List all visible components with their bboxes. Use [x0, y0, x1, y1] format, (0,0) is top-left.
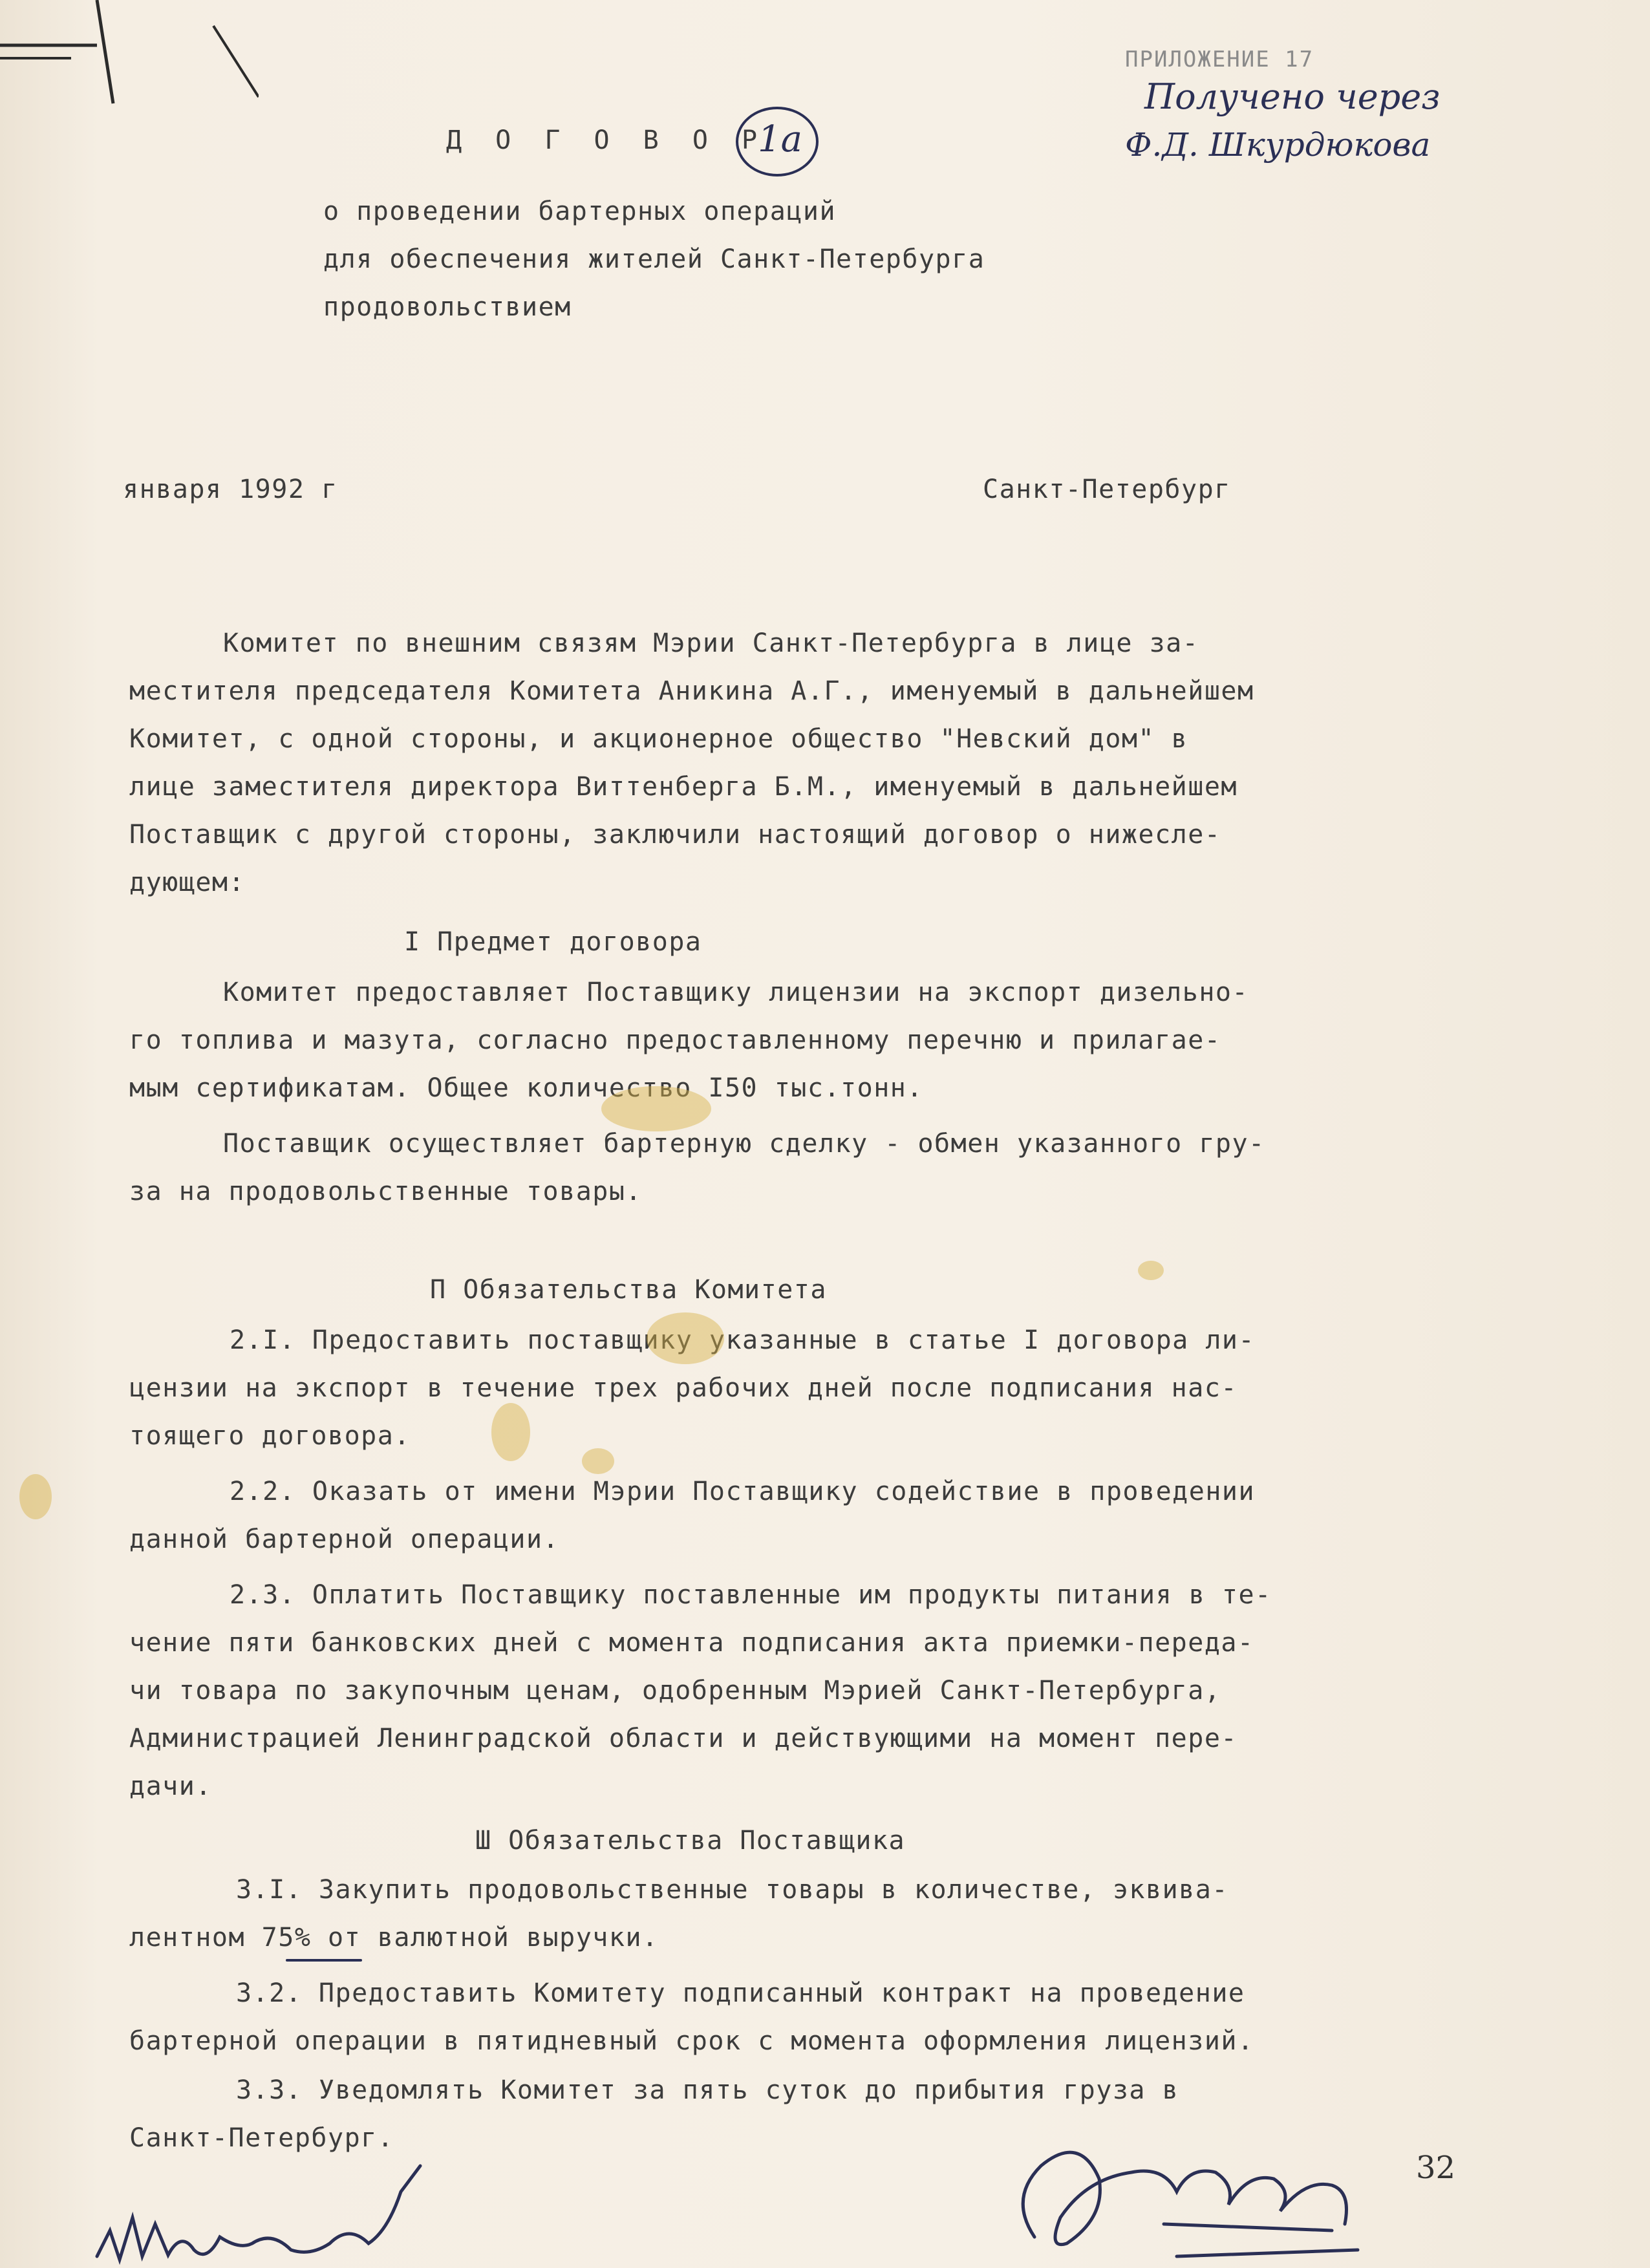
- section-line: го топлива и мазута, согласно предоставленному перечню и прилагае-: [129, 1025, 1221, 1055]
- section-line: данной бартерной операции.: [129, 1524, 560, 1554]
- stain: [19, 1474, 52, 1519]
- section-heading: I Предмет договора: [404, 927, 702, 957]
- section-line: бартерной операции в пятидневный срок с момента оформления лицензий.: [129, 2026, 1254, 2056]
- section-line: Санкт-Петербург.: [129, 2123, 394, 2153]
- section-line: чение пяти банковских дней с момента подписания акта приемки-переда-: [129, 1628, 1254, 1658]
- stain: [491, 1403, 530, 1461]
- section-line: лентном 75% от валютной выручки.: [129, 1923, 659, 1952]
- section-heading: Ш Обязательства Поставщика: [475, 1826, 906, 1856]
- stain: [647, 1312, 724, 1364]
- preamble-line: Комитет по внешним связям Мэрии Санкт-Петербурга в лице за-: [223, 628, 1199, 658]
- section-line: цензии на экспорт в течение трех рабочих дней после подписания нас-: [129, 1373, 1238, 1403]
- handwritten-note-line-2: Ф.Д. Шкурдюкова: [1125, 126, 1431, 164]
- percent-underline: [286, 1959, 362, 1962]
- contract-date: января 1992 г: [123, 475, 338, 504]
- page-number: 32: [1416, 2150, 1456, 2186]
- section-line: 2.3. Оплатить Поставщику поставленные им продукты питания в те-: [230, 1580, 1272, 1610]
- subtitle-line-1: о проведении бартерных операций: [323, 197, 837, 226]
- document-number-circle: [736, 107, 819, 177]
- stain: [601, 1086, 711, 1131]
- section-line: Комитет предоставляет Поставщику лицензии на экспорт дизельно-: [223, 978, 1249, 1007]
- document-number: 1а: [758, 118, 803, 160]
- section-heading: П Обязательства Комитета: [430, 1275, 827, 1305]
- section-line: 3.2. Предоставить Комитету подписанный контракт на проведение: [236, 1978, 1245, 2008]
- stain: [582, 1448, 614, 1474]
- section-line: чи товара по закупочным ценам, одобренным Мэрией Санкт-Петербурга,: [129, 1676, 1221, 1706]
- section-line: 2.I. Предоставить поставщику указанные в статье I договора ли-: [230, 1325, 1256, 1355]
- signature-right: [970, 2121, 1422, 2268]
- section-line: 3.3. Уведомлять Комитет за пять суток до прибытия груза в: [236, 2075, 1179, 2105]
- section-line: мым сертификатам. Общее количество I50 тыс.тонн.: [129, 1073, 923, 1103]
- preamble-line: Комитет, с одной стороны, и акционерное общество "Невский дом" в: [129, 724, 1188, 754]
- section-line: Поставщик осуществляет бартерную сделку - обмен указанного гру-: [223, 1129, 1265, 1159]
- preamble-line: Поставщик с другой стороны, заключили настоящий договор о нижесле-: [129, 820, 1221, 850]
- preamble-line: дующем:: [129, 868, 246, 897]
- subtitle-line-2: для обеспечения жителей Санкт-Петербурга: [323, 244, 985, 274]
- stain: [1138, 1261, 1164, 1280]
- preamble-line: лице заместителя директора Виттенберга Б.М., именуемый в дальнейшем: [129, 772, 1238, 802]
- section-line: 2.2. Оказать от имени Мэрии Поставщику содействие в проведении: [230, 1477, 1256, 1506]
- section-line: за на продовольственные товары.: [129, 1177, 643, 1206]
- signature-left: [84, 2153, 472, 2268]
- section-line: тоящего договора.: [129, 1421, 411, 1451]
- preamble-line: местителя председателя Комитета Аникина А.Г., именуемый в дальнейшем: [129, 676, 1254, 706]
- section-line: Администрацией Ленинградской области и действующими на момент пере-: [129, 1724, 1238, 1753]
- document-title: Д О Г О В О Р: [446, 125, 767, 155]
- section-line: дачи.: [129, 1771, 212, 1801]
- binder-marks: [0, 0, 259, 129]
- contract-city: Санкт-Петербург: [983, 475, 1231, 504]
- handwritten-note-line-1: Получено через: [1144, 76, 1441, 117]
- section-line: 3.I. Закупить продовольственные товары в количестве, эквива-: [236, 1875, 1228, 1905]
- subtitle-line-3: продовольствием: [323, 292, 572, 322]
- appendix-stamp: ПРИЛОЖЕНИЕ 17: [1125, 47, 1314, 72]
